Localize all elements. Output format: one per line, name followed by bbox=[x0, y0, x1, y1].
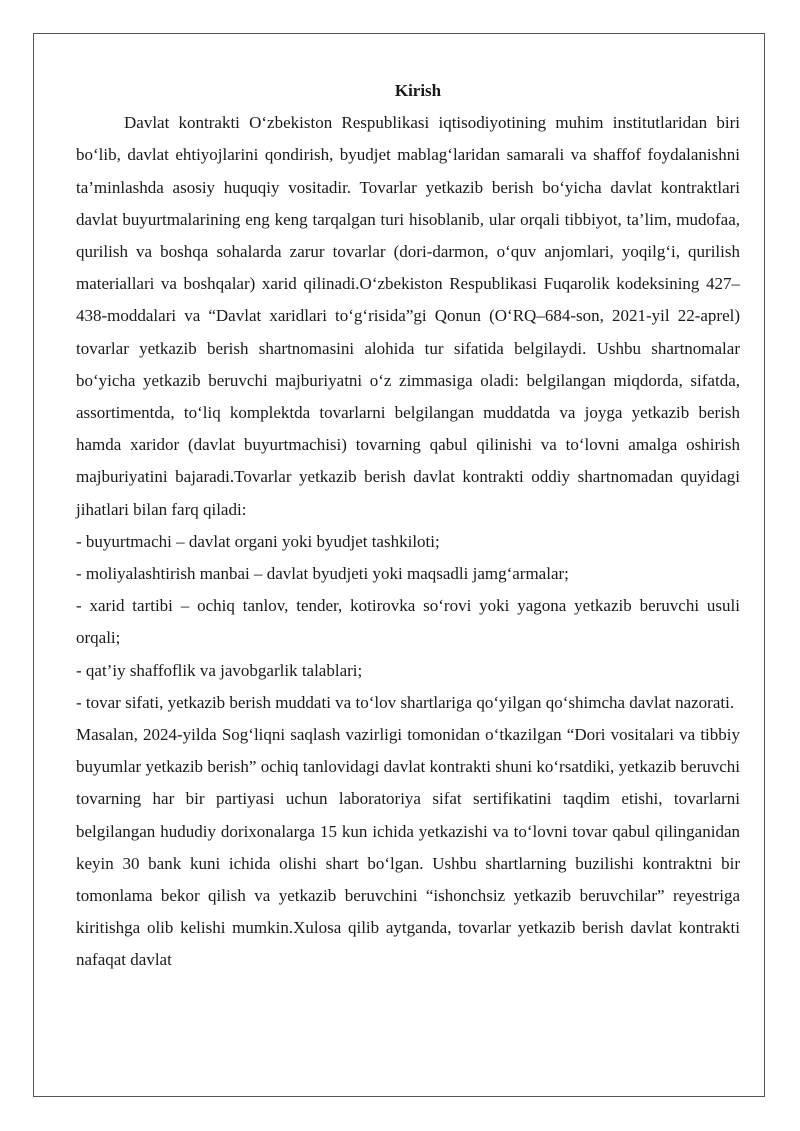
document-body bbox=[76, 75, 740, 977]
example-paragraph: Masalan, 2024-yilda Sog‘liqni saqlash vazirligi tomonidan o‘tkazilgan “Dori vositalari va tibbiy buyumlar yetkazib berish” ochiq tanlovidagi davlat kontrakti shuni ko‘rsatdiki, yetkazib beruvchi tovarning har bir partiyasi uchun laboratoriya sifat sertifikatini taqdim etishi, tovarlarni belgilangan hududiy dorixonalarga 15 kun ichida yetkazishi va to‘lovni tovar qabul qilinganidan keyin 30 bank kuni ichida olishi shart bo‘lgan. Ushbu shartlarning buzilishi kontraktni bir tomonlama bekor qilish va yetkazib beruvchini “ishonchsiz yetkazib beruvchilar” reyestriga kiritishga olib kelishi mumkin.Xulosa qilib aytganda, tovarlar yetkazib berish davlat kontrakti nafaqat davlat bbox=[76, 725, 740, 970]
list-item-customer: - buyurtmachi – davlat organi yoki byudjet tashkiloti; bbox=[76, 531, 440, 551]
list-item-transparency: - qat’iy shaffoflik va javobgarlik talablari; bbox=[76, 660, 363, 680]
list-item-procurement: - xarid tartibi – ochiq tanlov, tender, kotirovka so‘rovi yoki yagona yetkazib beruvchi usuli orqali; bbox=[76, 596, 740, 648]
document-title: Kirish bbox=[394, 81, 442, 100]
list-item-funding: - moliyalashtirish manbai – davlat byudjeti yoki maqsadli jamg‘armalar; bbox=[76, 564, 569, 584]
intro-paragraph: Davlat kontrakti O‘zbekiston Respublikasi iqtisodiyotining muhim institutlaridan biri bo‘lib, davlat ehtiyojlarini qondirish, byudjet mablag‘laridan samarali va shaffof foydalanishni ta’minlashda asosiy huquqiy vositadir. Tovarlar yetkazib berish bo‘yicha davlat kontraktlari davlat buyurtmalarining eng keng tarqalgan turi hisoblanib, ular orqali tibbiyot, ta’lim, mudofaa, qurilish va boshqa sohalarda zarur tovarlar (dori-darmon, o‘quv anjomlari, yoqilg‘i, qurilish materiallari va boshqalar) xarid qilinadi.O‘zbekiston Respublikasi Fuqarolik kodeksining 427–438-moddalari va “Davlat xaridlari to‘g‘risida”gi Qonun (O‘RQ–684-son, 2021-yil 22-aprel) tovarlar yetkazib berish shartnomasini alohida tur sifatida belgilaydi. Ushbu shartnomalar bo‘yicha yetkazib beruvchi majburiyatni o‘z zimmasiga oladi: belgilangan miqdorda, sifatda, assortimentda, to‘liq komplektda tovarlarni belgilangan muddatda va joyga yetkazib berish hamda xaridor (davlat buyurtmachisi) tovarning qabul qilinishi va to‘lovni amalga oshirish majburiyatini bajaradi.Tovarlar yetkazib berish davlat kontrakti oddiy shartnomadan quyidagi jihatlari bilan farq qiladi: bbox=[76, 113, 740, 519]
list-item-control: - tovar sifati, yetkazib berish muddati va to‘lov shartlariga qo‘yilgan qo‘shimcha davlat nazorati. bbox=[76, 692, 735, 712]
